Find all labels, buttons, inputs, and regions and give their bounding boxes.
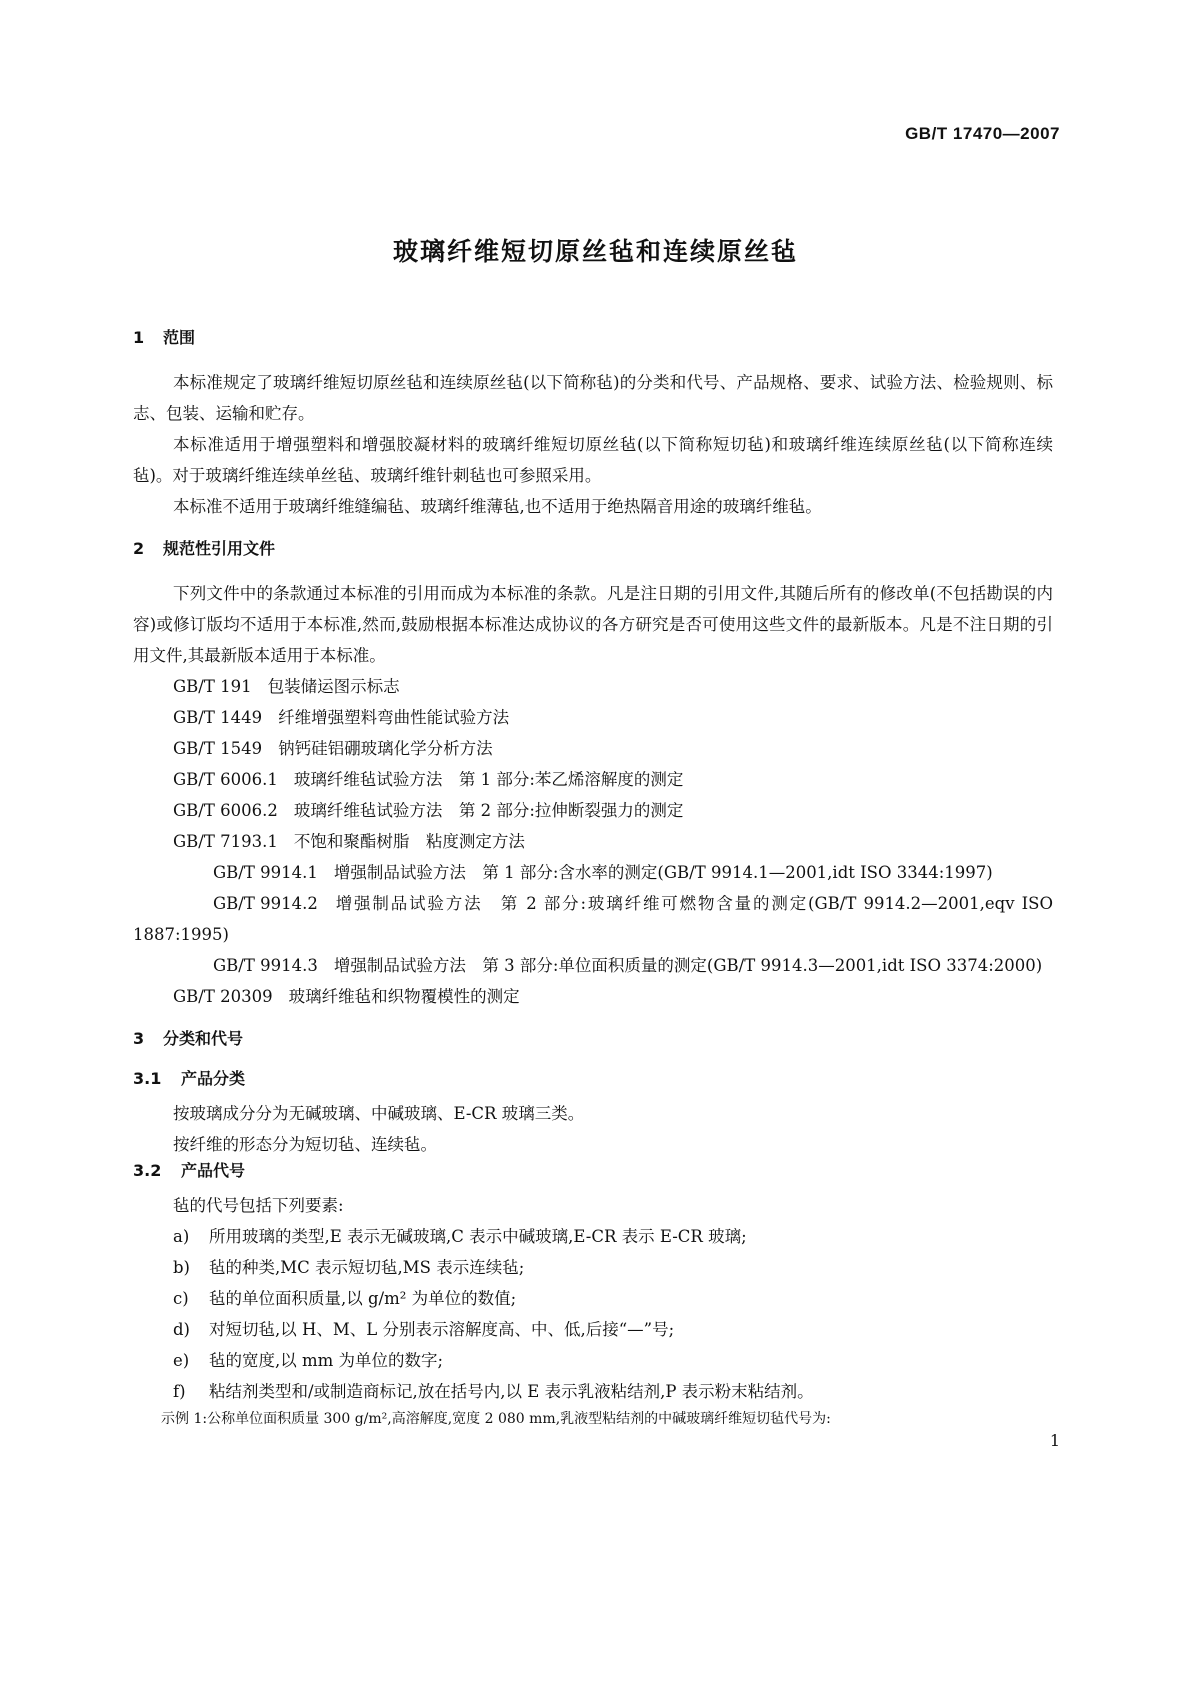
reference-title: 包装储运图示标志 xyxy=(267,677,400,696)
reference-code: GB/T 9914.2 xyxy=(213,894,318,913)
reference-code: GB/T 9914.3 xyxy=(213,956,318,975)
subsection-3-2-heading xyxy=(133,1160,1053,1182)
subsection-title: 产品分类 xyxy=(181,1069,246,1088)
reference-code: GB/T 9914.1 xyxy=(213,863,318,882)
section-title: 分类和代号 xyxy=(163,1029,244,1048)
reference-code: GB/T 7193.1 xyxy=(173,832,278,851)
reference-item xyxy=(133,981,1053,1012)
page-number: 1 xyxy=(1049,1431,1060,1450)
section-3-heading xyxy=(133,1028,1053,1050)
reference-item xyxy=(133,795,1053,826)
list-text: 毡的宽度,以 mm 为单位的数字; xyxy=(209,1351,444,1370)
reference-item xyxy=(133,733,1053,764)
list-text: 所用玻璃的类型,E 表示无碱玻璃,C 表示中碱玻璃,E-CR 表示 E-CR 玻璃; xyxy=(209,1227,747,1246)
list-item xyxy=(133,1345,1053,1376)
list-item xyxy=(133,1283,1053,1314)
reference-title: 玻璃纤维毡试验方法 第 2 部分:拉伸断裂强力的测定 xyxy=(293,801,684,820)
reference-code: GB/T 20309 xyxy=(173,987,273,1006)
list-label: e) xyxy=(173,1351,190,1370)
list-text: 对短切毡,以 H、M、L 分别表示溶解度高、中、低,后接“—”号; xyxy=(209,1320,675,1339)
reference-title: 玻璃纤维毡和织物覆模性的测定 xyxy=(288,987,520,1006)
reference-code: GB/T 191 xyxy=(173,677,252,696)
subsection-title: 产品代号 xyxy=(181,1161,246,1180)
reference-title: 不饱和聚酯树脂 粘度测定方法 xyxy=(293,832,525,851)
list-label: b) xyxy=(173,1258,190,1277)
reference-item xyxy=(133,764,1053,795)
reference-code: GB/T 1549 xyxy=(173,739,263,758)
paragraph: 本标准规定了玻璃纤维短切原丝毡和连续原丝毡(以下简称毡)的分类和代号、产品规格、要求、试验方法、检验规则、标志、包装、运输和贮存。 xyxy=(133,373,1053,423)
list-item xyxy=(133,1314,1053,1345)
paragraph: 本标准不适用于玻璃纤维缝编毡、玻璃纤维薄毡,也不适用于绝热隔音用途的玻璃纤维毡。 xyxy=(173,497,822,516)
section-title: 范围 xyxy=(163,328,196,347)
reference-code: GB/T 6006.2 xyxy=(173,801,278,820)
example-note: 示例 1:公称单位面积质量 300 g/m²,高溶解度,宽度 2 080 mm,乳液型粘结剂的中碱玻璃纤维短切毡代号为: xyxy=(161,1411,831,1427)
section-number: 2 xyxy=(133,539,145,558)
list-label: f) xyxy=(173,1382,186,1401)
reference-item xyxy=(133,671,1053,702)
paragraph: 本标准适用于增强塑料和增强胶凝材料的玻璃纤维短切原丝毡(以下简称短切毡)和玻璃纤维连续原丝毡(以下简称连续毡)。对于玻璃纤维连续单丝毡、玻璃纤维针刺毡也可参照采用。 xyxy=(133,435,1053,485)
list-text: 毡的单位面积质量,以 g/m² 为单位的数值; xyxy=(209,1289,517,1308)
reference-code: GB/T 1449 xyxy=(173,708,263,727)
subsection-3-1-heading xyxy=(133,1068,1053,1090)
section-number: 3 xyxy=(133,1029,145,1048)
list-text: 粘结剂类型和/或制造商标记,放在括号内,以 E 表示乳液粘结剂,P 表示粉末粘结剂。 xyxy=(209,1382,814,1401)
reference-title: 玻璃纤维毡试验方法 第 1 部分:苯乙烯溶解度的测定 xyxy=(293,770,684,789)
paragraph: 毡的代号包括下列要素: xyxy=(173,1196,344,1215)
subsection-number: 3.1 xyxy=(133,1069,162,1088)
list-label: a) xyxy=(173,1227,190,1246)
standard-code: GB/T 17470—2007 xyxy=(905,124,1060,143)
reference-title: 纤维增强塑料弯曲性能试验方法 xyxy=(278,708,510,727)
list-text: 毡的种类,MC 表示短切毡,MS 表示连续毡; xyxy=(209,1258,525,1277)
section-2-heading xyxy=(133,538,1053,560)
section-number: 1 xyxy=(133,328,145,347)
list-label: d) xyxy=(173,1320,190,1339)
document-body xyxy=(133,327,1053,1431)
reference-title: 增强制品试验方法 第 1 部分:含水率的测定(GB/T 9914.1—2001,idt ISO 3344:1997) xyxy=(333,863,993,882)
paragraph: 按玻璃成分分为无碱玻璃、中碱玻璃、E-CR 玻璃三类。 xyxy=(173,1104,585,1123)
reference-code: GB/T 6006.1 xyxy=(173,770,278,789)
list-item xyxy=(133,1252,1053,1283)
list-item xyxy=(133,1221,1053,1252)
reference-item xyxy=(133,826,1053,857)
reference-title: 增强制品试验方法 第 3 部分:单位面积质量的测定(GB/T 9914.3—2001,idt ISO 3374:2000) xyxy=(333,956,1043,975)
reference-item xyxy=(133,702,1053,733)
subsection-number: 3.2 xyxy=(133,1161,162,1180)
document-title: 玻璃纤维短切原丝毡和连续原丝毡 xyxy=(392,237,798,266)
paragraph: 下列文件中的条款通过本标准的引用而成为本标准的条款。凡是注日期的引用文件,其随后所有的修改单(不包括勘误的内容)或修订版均不适用于本标准,然而,鼓励根据本标准达成协议的各方研究是否可使用这些文件的最新版本。凡是不注日期的引用文件,其最新版本适用于本标准。 xyxy=(133,584,1053,665)
section-1-heading xyxy=(133,327,1053,349)
reference-title: 增强制品试验方法 第 2 部分:玻璃纤维可燃物含量的测定(GB/T 9914.2—2001,eqv ISO 1887:1995) xyxy=(133,894,1053,944)
reference-title: 钠钙硅铝硼玻璃化学分析方法 xyxy=(278,739,493,758)
reference-item xyxy=(133,888,1053,950)
reference-item xyxy=(133,950,1053,981)
list-label: c) xyxy=(173,1289,189,1308)
paragraph: 按纤维的形态分为短切毡、连续毡。 xyxy=(173,1135,437,1154)
section-title: 规范性引用文件 xyxy=(163,539,276,558)
reference-item xyxy=(133,857,1053,888)
list-item xyxy=(133,1376,1053,1407)
